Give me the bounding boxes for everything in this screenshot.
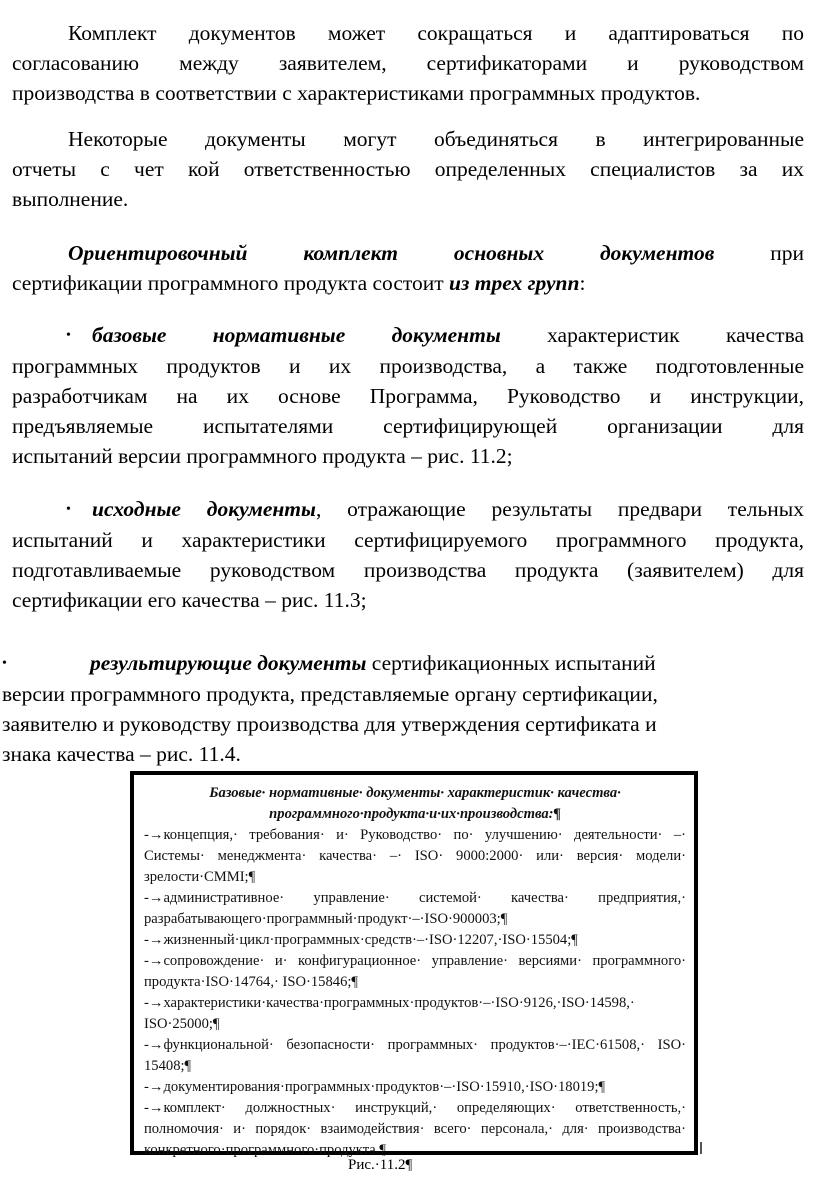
text-line: знака качества – рис. 11.4. [2, 742, 241, 766]
bullet-marker: • [66, 502, 71, 517]
emphasis-text: Ориентировочный комплект основных документов [68, 241, 715, 265]
text-line: отчеты с чет кой ответственностью определенных специалистов за их [12, 157, 804, 181]
figure-row: -→документирования·программных·продуктов·–·ISO·15910,·ISO·18019;¶ [144, 1079, 606, 1095]
figure-row: -→сопровождение· и· конфигурационное· управление· версиями· программного· [144, 953, 686, 969]
figure-row: 15408;¶ [144, 1058, 192, 1074]
text-line: предъявляемые испытателями сертифицирующей организации для [12, 414, 804, 438]
bullet-item-1 [12, 320, 804, 471]
figure-row: конкретного·программного·продукта.¶ [144, 1142, 387, 1158]
text-line: подготавливаемые руководством производства продукта (заявителем) для [12, 558, 804, 582]
bullet-item-2 [12, 494, 804, 615]
bullet-marker: • [2, 656, 7, 671]
figure-row: -→концепция,· требования· и· Руководство· по· улучшению· деятельности· –· [144, 827, 686, 843]
text-line: Ориентировочный комплект основных документов при [68, 241, 804, 265]
text-line: версии программного продукта, представляемые органу сертификации, [2, 682, 658, 706]
figure-row: Системы· менеджмента· качества· –· ISO· 9000:2000· или· версия· модели· [144, 848, 686, 864]
paragraph-2 [12, 124, 804, 214]
text-line: заявителю и руководству производства для утверждения сертификата и [2, 712, 657, 736]
text-line: Комплект документов может сокращаться и адаптироваться по [68, 21, 804, 45]
text-line: производства в соответствии с характеристиками программных продуктов. [12, 81, 701, 105]
emphasis-text: базовые нормативные документы [92, 323, 501, 347]
figure-title-line-1: Базовые· нормативные· документы· характеристик· качества· [209, 785, 621, 801]
paragraph-1 [12, 18, 804, 108]
figure-row: -→жизненный·цикл·программных·средств·–·ISO·12207,·ISO·15504;¶ [144, 932, 578, 948]
figure-row: -→административное· управление· системой· качества· предприятия,· [144, 890, 686, 906]
figure-row: ISO·25000;¶ [144, 1016, 220, 1032]
divider [700, 1142, 702, 1154]
emphasis-text: результирующие документы [90, 651, 367, 675]
text-line: согласованию между заявителем, сертификаторами и руководством [12, 51, 804, 75]
text-line: • исходные документы, отражающие результаты предвари тельных [12, 494, 804, 525]
text-line: сертификации программного продукта состоит из трех групп: [12, 271, 586, 295]
figure-row: разрабатывающего·программный·продукт·–·ISO·900003;¶ [144, 911, 508, 927]
figure-content [144, 783, 686, 1161]
bullet-marker: • [66, 328, 71, 343]
text-line: • результирующие документы сертификационных испытаний [2, 648, 762, 679]
figure-row: полномочия· и· порядок· взаимодействия· всего· персонала,· для· производства· [144, 1121, 686, 1137]
bullet-item-3 [2, 648, 762, 769]
text-line: разработчикам на их основе Программа, Руководство и инструкции, [12, 384, 804, 408]
paragraph-3 [12, 238, 804, 298]
text-line: программных продуктов и их производства, а также подготовленные [12, 354, 804, 378]
figure-11-2 [130, 771, 698, 1158]
text-line: испытаний и характеристики сертифицируемого программного продукта, [12, 528, 804, 552]
text-line: выполнение. [12, 187, 129, 211]
figure-row: -→комплект· должностных· инструкций,· определяющих· ответственность,· [144, 1100, 686, 1116]
figure-title-line-2: программного·продукта·и·их·производства:¶ [269, 806, 561, 822]
text-line: сертификации его качества – рис. 11.3; [12, 588, 367, 612]
text-line: • базовые нормативные документы характеристик качества [12, 320, 804, 351]
figure-caption: Рис.·11.2¶ [348, 1157, 413, 1173]
text-line: Некоторые документы могут объединяться в интегрированные [68, 127, 804, 151]
emphasis-text: из трех групп [449, 271, 580, 295]
figure-row: -→характеристики·качества·программных·продуктов·–·ISO·9126,·ISO·14598,· [144, 995, 635, 1011]
text-line: испытаний версии программного продукта – рис. 11.2; [12, 444, 513, 468]
figure-row: -→функциональной· безопасности· программных· продуктов·–·IEC·61508,· ISO· [144, 1037, 686, 1053]
figure-row: продукта·ISO·14764,· ISO·15846;¶ [144, 974, 359, 990]
figure-row: зрелости·CMMI;¶ [144, 869, 256, 885]
emphasis-text: исходные документы [92, 497, 316, 521]
